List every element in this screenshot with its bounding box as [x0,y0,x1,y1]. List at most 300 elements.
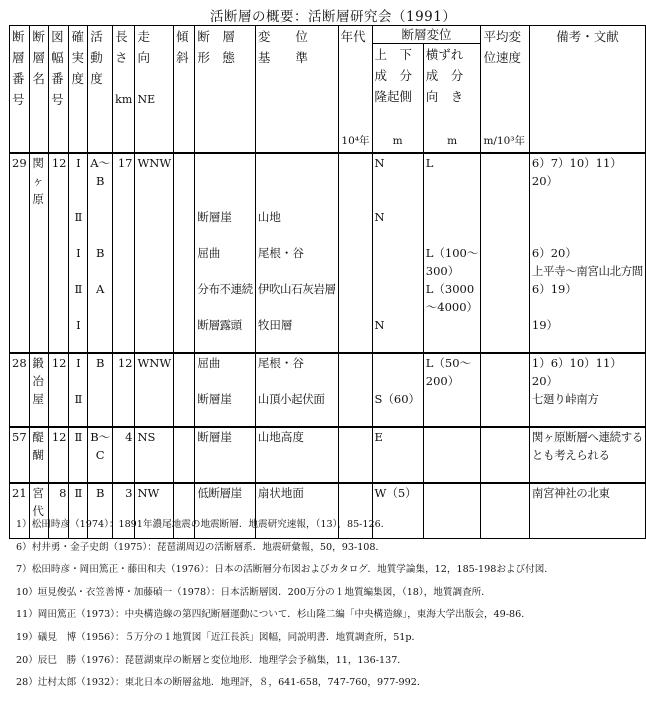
rate-cell [481,316,529,334]
certainty-cell [69,334,88,353]
strike-cell: WNW [135,353,174,372]
dip-cell [174,153,195,172]
datum-cell [255,408,338,427]
lateral-cell [423,172,481,190]
activity-cell [88,316,113,334]
activity-cell: B [88,244,113,262]
dip-cell [174,390,195,408]
fault-form-cell: 屈曲 [195,244,256,262]
vertical-cell: E [372,427,423,446]
header-fault-form: 断 層 形 態 [195,26,256,154]
remarks-cell: 20） [529,172,645,190]
header-length: 長 さ km [113,26,135,154]
strike-cell [135,172,174,190]
fault-no-cell [10,334,30,353]
lateral-cell: L（100～ [423,244,481,262]
fault-no-cell [10,446,30,464]
fault-form-cell [195,408,256,427]
datum-cell [255,372,338,390]
header-vertical: 上 下 成 分 隆起側 m [372,44,423,154]
header-map-no: 図 幅 番 号 [49,26,69,154]
lateral-cell: L（50～ [423,353,481,372]
map-no-cell [49,390,69,408]
lateral-cell [423,316,481,334]
lateral-cell: L（3000 [423,280,481,298]
remarks-cell: 20） [529,372,645,390]
fault-name-cell [30,244,49,262]
certainty-cell [69,464,88,483]
table-row [10,244,646,262]
map-no-cell [49,298,69,316]
table-row [10,190,646,208]
vertical-cell: S（60） [372,390,423,408]
fault-form-cell: 屈曲 [195,353,256,372]
table-row [10,372,646,390]
map-no-cell [49,316,69,334]
lateral-cell [423,408,481,427]
map-no-cell [49,226,69,244]
strike-cell [135,262,174,280]
certainty-cell: Ⅰ [69,244,88,262]
activity-cell: A～ [88,153,113,172]
vertical-cell [372,244,423,262]
activity-cell: A [88,280,113,298]
fault-name-cell [30,208,49,226]
table-row [10,334,646,353]
map-no-cell: 12 [49,153,69,172]
datum-cell: 山地高度 [255,427,338,446]
fault-form-cell: 断層崖 [195,390,256,408]
fault-no-cell: 29 [10,153,30,172]
reference-item: 19）礒見 博（1956）：５万分の１地質図「近江長浜」図幅，同説明書．地質調査所，51p． [16,631,422,643]
table-row [10,390,646,408]
strike-cell [135,226,174,244]
certainty-cell: Ⅰ [69,316,88,334]
vertical-cell [372,226,423,244]
activity-cell: B～ [88,427,113,446]
fault-no-cell [10,172,30,190]
map-no-cell: 12 [49,353,69,372]
datum-cell: 伊吹山石灰岩層 [255,280,338,298]
vertical-cell [372,262,423,280]
certainty-cell: Ⅱ [69,390,88,408]
fault-no-cell [10,390,30,408]
map-no-cell [49,464,69,483]
strike-cell [135,446,174,464]
map-no-cell [49,172,69,190]
fault-name-cell [30,316,49,334]
certainty-cell: Ⅱ [69,483,88,502]
remarks-cell [529,208,645,226]
dip-cell [174,280,195,298]
dip-cell [174,408,195,427]
activity-cell: B [88,483,113,502]
fault-form-cell [195,334,256,353]
dip-cell [174,172,195,190]
lateral-cell [423,190,481,208]
activity-cell [88,464,113,483]
datum-cell [255,334,338,353]
fault-no-cell [10,226,30,244]
strike-cell: NS [135,427,174,446]
datum-cell [255,153,338,172]
rate-cell [481,464,529,483]
fault-form-cell [195,464,256,483]
fault-no-cell [10,408,30,427]
remarks-cell: 6）19） [529,280,645,298]
fault-no-cell [10,464,30,483]
datum-cell [255,172,338,190]
age-cell [338,464,372,483]
map-no-cell [49,190,69,208]
activity-cell: B [88,353,113,372]
length-cell [113,226,135,244]
header-fault-name: 断 層 名 [30,26,49,154]
age-cell [338,483,372,502]
strike-cell [135,316,174,334]
length-cell [113,190,135,208]
strike-cell [135,298,174,316]
remarks-cell: 七廻り峠南方 [529,390,645,408]
fault-no-cell [10,208,30,226]
reference-item: 10）垣見俊弘・衣笠善博・加藤碵一（1978）：日本活断層図．200万分の１地質編集図，（18），地質調査所． [16,586,491,598]
table-row [10,298,646,316]
fault-table-body [10,153,646,539]
map-no-cell [49,244,69,262]
table-row [10,446,646,464]
certainty-cell: Ⅱ [69,208,88,226]
reference-item: 6）村井勇・金子史朗（1975）：琵琶湖周辺の活断層系．地震研彙報，50，93-108． [16,541,386,553]
fault-name-cell: 醍 [30,427,49,446]
vertical-cell [372,353,423,372]
lateral-cell: ～4000） [423,298,481,316]
dip-cell [174,190,195,208]
datum-cell: 牧田層 [255,316,338,334]
age-cell [338,244,372,262]
remarks-cell: 南宮神社の北東 [529,483,645,502]
fault-name-cell: ヶ [30,172,49,190]
rate-cell [481,408,529,427]
vertical-cell [372,464,423,483]
vertical-cell [372,334,423,353]
fault-name-cell [30,464,49,483]
fault-no-cell: 57 [10,427,30,446]
map-no-cell [49,208,69,226]
age-cell [338,334,372,353]
rate-cell [481,353,529,372]
dip-cell [174,316,195,334]
age-cell [338,190,372,208]
rate-cell [481,298,529,316]
dip-cell [174,244,195,262]
activity-cell: C [88,446,113,464]
remarks-cell [529,298,645,316]
remarks-cell [529,190,645,208]
page-title: 活断層の概要：活断層研究会（1991） [210,9,457,25]
table-row [10,280,646,298]
rate-cell [481,190,529,208]
length-cell: 12 [113,353,135,372]
fault-form-cell [195,372,256,390]
fault-table [9,25,646,539]
strike-cell [135,464,174,483]
rate-cell [481,262,529,280]
activity-cell [88,226,113,244]
age-cell [338,427,372,446]
activity-cell [88,390,113,408]
fault-name-cell [30,280,49,298]
vertical-cell [372,190,423,208]
age-cell [338,372,372,390]
header-certainty: 確 実 度 [69,26,88,154]
rate-cell [481,483,529,502]
age-cell [338,208,372,226]
dip-cell [174,262,195,280]
map-no-cell [49,372,69,390]
reference-item: 28）辻村太郎（1932）：東北日本の断層盆地．地理評，８，641-658，747-760，977-992． [16,677,427,689]
header-rate: 平均変 位速度 m/10³年 [481,26,529,154]
activity-cell [88,298,113,316]
strike-cell [135,334,174,353]
strike-cell [135,408,174,427]
age-cell [338,390,372,408]
strike-cell [135,208,174,226]
datum-cell [255,190,338,208]
length-cell [113,298,135,316]
lateral-cell [423,208,481,226]
dip-cell [174,298,195,316]
length-cell [113,408,135,427]
fault-form-cell [195,153,256,172]
certainty-cell [69,372,88,390]
fault-no-cell: 21 [10,483,30,502]
remarks-cell [529,334,645,353]
rate-cell [481,427,529,446]
table-row [10,353,646,372]
strike-cell: WNW [135,153,174,172]
table-row [10,408,646,427]
reference-item: 20）辰巳 勝（1976）：琵琶湖東岸の断層と変位地形．地理学会予稿集，11，136-137． [16,654,407,666]
length-cell: 4 [113,427,135,446]
header-datum: 変 位 基 準 [255,26,338,154]
header-remarks: 備考・文献 [529,26,645,154]
length-cell [113,262,135,280]
certainty-cell [69,408,88,427]
age-cell [338,280,372,298]
rate-cell [481,334,529,353]
age-cell [338,316,372,334]
fault-form-cell [195,446,256,464]
fault-name-cell [30,408,49,427]
length-cell [113,446,135,464]
reference-item: 11）岡田篤正（1973）：中央構造線の第四紀断層運動について．杉山隆二編「中央構造線」，東海大学出版会，49-86． [16,609,531,621]
map-no-cell: 8 [49,483,69,502]
length-cell [113,280,135,298]
age-cell [338,262,372,280]
vertical-cell: N [372,153,423,172]
fault-name-cell: 代 [30,502,49,520]
header-fault-no: 断 層 番 号 [10,26,30,154]
header-lateral: 横ずれ 成 分 向 き m [423,44,481,154]
lateral-cell: L [423,153,481,172]
certainty-cell [69,172,88,190]
age-cell [338,353,372,372]
activity-cell: B [88,172,113,190]
fault-form-cell [195,226,256,244]
reference-item: 1）松田時彦（1974）：1891年濃尾地震の地震断層．地震研究速報，（13），85-126． [16,519,391,530]
strike-cell [135,190,174,208]
rate-cell [481,446,529,464]
vertical-cell: N [372,316,423,334]
fault-name-cell [30,226,49,244]
remarks-cell: とも考えられる [529,446,645,464]
header-dip: 傾 斜 [174,26,195,154]
length-cell [113,334,135,353]
map-no-cell [49,262,69,280]
rate-cell [481,172,529,190]
table-row [10,316,646,334]
rate-cell [481,208,529,226]
remarks-cell: 関ヶ原断層へ連続する [529,427,645,446]
lateral-cell [423,334,481,353]
fault-name-cell: 屋 [30,390,49,408]
lateral-cell: 300） [423,262,481,280]
length-cell [113,244,135,262]
vertical-cell [372,408,423,427]
certainty-cell [69,298,88,316]
datum-cell [255,446,338,464]
fault-form-cell [195,190,256,208]
dip-cell [174,226,195,244]
fault-form-cell: 断層露頭 [195,316,256,334]
datum-cell: 尾根・谷 [255,353,338,372]
lateral-cell [423,483,481,502]
datum-cell [255,464,338,483]
dip-cell [174,427,195,446]
rate-cell [481,372,529,390]
lateral-cell [423,226,481,244]
fault-name-cell [30,262,49,280]
datum-cell: 扇状地面 [255,483,338,502]
remarks-cell [529,226,645,244]
fault-form-cell: 分布不連続 [195,280,256,298]
certainty-cell: Ⅰ [69,153,88,172]
activity-cell [88,208,113,226]
strike-cell [135,244,174,262]
lateral-cell [423,427,481,446]
certainty-cell [69,226,88,244]
certainty-cell [69,262,88,280]
fault-no-cell [10,372,30,390]
fault-form-cell: 断層崖 [195,208,256,226]
vertical-cell: N [372,208,423,226]
lateral-cell [423,390,481,408]
activity-cell [88,408,113,427]
age-cell [338,408,372,427]
map-no-cell: 12 [49,427,69,446]
age-cell [338,298,372,316]
fault-no-cell [10,190,30,208]
length-cell [113,208,135,226]
lateral-cell [423,446,481,464]
datum-cell: 尾根・谷 [255,244,338,262]
lateral-cell: 200） [423,372,481,390]
datum-cell [255,262,338,280]
age-cell [338,172,372,190]
remarks-cell: 6）20） [529,244,645,262]
table-row [10,208,646,226]
fault-name-cell: 冶 [30,372,49,390]
fault-form-cell [195,262,256,280]
remarks-cell: 6）7）10）11） [529,153,645,172]
remarks-cell [529,408,645,427]
fault-name-cell [30,334,49,353]
fault-no-cell: 28 [10,353,30,372]
certainty-cell: Ⅱ [69,427,88,446]
rate-cell [481,244,529,262]
vertical-cell: W（5） [372,483,423,502]
rate-cell [481,153,529,172]
dip-cell [174,353,195,372]
activity-cell [88,262,113,280]
table-row [10,262,646,280]
activity-cell [88,190,113,208]
fault-no-cell [10,244,30,262]
map-no-cell [49,408,69,427]
reference-item: 7）松田時彦・岡田篤正・藤田和夫（1976）：日本の活断層分布図およびカタログ．地質学論集，12，185-198および付図． [16,564,554,576]
strike-cell [135,280,174,298]
age-cell [338,226,372,244]
table-row [10,427,646,446]
remarks-cell: 19） [529,316,645,334]
dip-cell [174,446,195,464]
certainty-cell: Ⅰ [69,353,88,372]
vertical-cell [372,298,423,316]
age-cell [338,446,372,464]
activity-cell [88,372,113,390]
fault-form-cell: 断層崖 [195,427,256,446]
length-cell: 17 [113,153,135,172]
remarks-cell: 1）6）10）11） [529,353,645,372]
length-cell [113,390,135,408]
vertical-cell [372,372,423,390]
fault-form-cell: 低断層崖 [195,483,256,502]
dip-cell [174,464,195,483]
length-cell [113,172,135,190]
map-no-cell [49,280,69,298]
fault-no-cell [10,280,30,298]
vertical-cell [372,280,423,298]
length-cell: 3 [113,483,135,502]
remarks-cell [529,464,645,483]
activity-cell [88,334,113,353]
length-cell [113,372,135,390]
header-activity: 活 動 度 [88,26,113,154]
certainty-cell [69,446,88,464]
rate-cell [481,280,529,298]
fault-name-cell: 関 [30,153,49,172]
dip-cell [174,483,195,502]
length-cell [113,316,135,334]
certainty-cell: Ⅱ [69,280,88,298]
table-row [10,483,646,502]
datum-cell: 山地 [255,208,338,226]
age-cell [338,153,372,172]
table-row [10,464,646,483]
fault-form-cell [195,298,256,316]
datum-cell [255,226,338,244]
fault-name-cell [30,298,49,316]
